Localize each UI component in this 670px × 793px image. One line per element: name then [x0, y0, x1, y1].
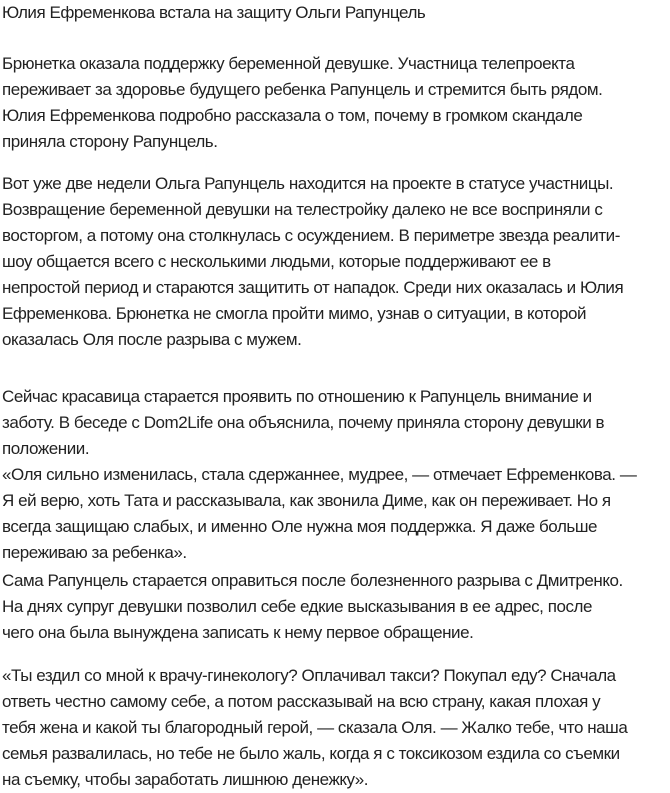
text-line: ответь честно самому себе, а потом рассказывай на всю страну, какая плохая у [2, 692, 601, 711]
article-title-text: Юлия Ефременкова встала на защиту Ольги Рапунцель [2, 3, 426, 22]
paragraph-5 [2, 663, 670, 793]
text-line: Возвращение беременной девушки на телестройку далеко не все восприняли с [2, 200, 603, 219]
text-line: положении. [2, 439, 90, 458]
text-line: тебя жена и какой ты благородный герой, — сказала Оля. — Жалко тебе, что наша [2, 718, 628, 737]
text-line: приняла сторону Рапунцель. [2, 132, 218, 151]
text-line: переживаю за ребенка». [2, 543, 187, 562]
text-line: «Ты ездил со мной к врачу-гинекологу? Оплачивал такси? Покупал еду? Сначала [2, 666, 616, 685]
text-line: всегда защищаю слабых, и именно Оле нужна моя поддержка. Я даже больше [2, 517, 598, 536]
text-line: Вот уже две недели Ольга Рапунцель находится на проекте в статусе участницы. [2, 174, 614, 193]
text-line: непростой период и стараются защитить от нападок. Среди них оказалась и Юлия [2, 278, 624, 297]
text-line: Сейчас красавица старается проявить по отношению к Рапунцель внимание и [2, 387, 592, 406]
text-line: На днях супруг девушки позволил себе едкие высказывания в ее адрес, после [2, 597, 592, 616]
text-line: Я ей верю, хоть Тата и рассказывала, как звонила Диме, как он переживает. Но я [2, 491, 611, 510]
paragraph-3 [2, 384, 670, 566]
text-line: Брюнетка оказала поддержку беременной девушке. Участница телепроекта [2, 54, 575, 73]
text-line: заботу. В беседе с Dom2Life она объяснила, почему приняла сторону девушки в [2, 413, 605, 432]
article-title [2, 0, 670, 26]
text-line: на съемку, чтобы заработать лишнюю денежку». [2, 770, 369, 789]
text-line: шоу общается всего с несколькими людьми, которые поддерживают ее в [2, 252, 551, 271]
text-line: Сама Рапунцель старается оправиться после болезненного разрыва с Дмитренко. [2, 571, 623, 590]
paragraph-1 [2, 51, 670, 155]
paragraph-4 [2, 568, 670, 646]
text-line: Ефременкова. Брюнетка не смогла пройти мимо, узнав о ситуации, в которой [2, 304, 587, 323]
text-line: оказалась Оля после разрыва с мужем. [2, 330, 302, 349]
text-line: семья развалилась, но тебе не было жаль, когда я с токсикозом ездила со съемки [2, 744, 620, 763]
text-line: чего она была вынуждена записать к нему первое обращение. [2, 623, 474, 642]
text-line: «Оля сильно изменилась, стала сдержаннее, мудрее, — отмечает Ефременкова. — [2, 465, 637, 484]
text-line: восторгом, а потому она столкнулась с осуждением. В периметре звезда реалити- [2, 226, 620, 245]
paragraph-2 [2, 171, 670, 353]
text-line: Юлия Ефременкова подробно рассказала о том, почему в громком скандале [2, 106, 583, 125]
text-line: переживает за здоровье будущего ребенка Рапунцель и стремится быть рядом. [2, 80, 603, 99]
